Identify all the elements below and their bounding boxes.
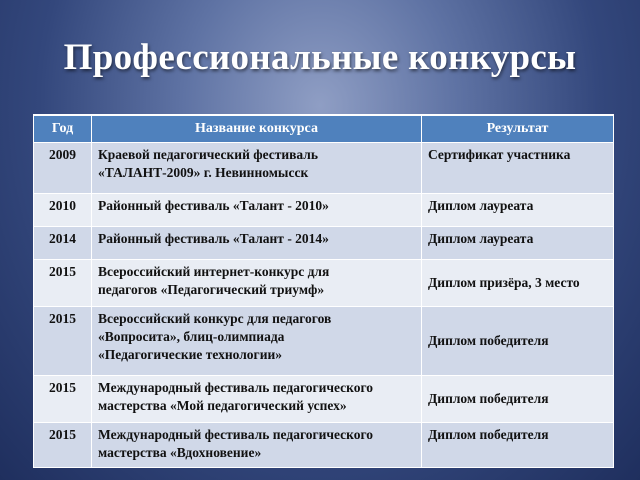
cell-contest-name (92, 143, 422, 194)
cell-year: 2010 (34, 194, 92, 227)
cell-year: 2014 (34, 227, 92, 260)
table-row (34, 423, 614, 468)
contest-name-line: Краевой педагогический фестиваль (98, 147, 319, 162)
header-contest-name: Название конкурса (92, 115, 422, 143)
contest-name-line: педагогов «Педагогический триумф» (98, 282, 325, 297)
cell-contest-name (92, 227, 422, 260)
contest-name-line: мастерства «Вдохновение» (98, 445, 262, 460)
cell-result: Диплом победителя (422, 376, 614, 423)
table-row (34, 194, 614, 227)
contest-name-line: Международный фестиваль педагогического (98, 427, 374, 442)
cell-year: 2015 (34, 376, 92, 423)
contest-name-line: «Вопросита», блиц-олимпиада (98, 329, 285, 344)
cell-contest-name (92, 260, 422, 307)
cell-contest-name (92, 376, 422, 423)
contest-name-line: Всероссийский интернет-конкурс для (98, 264, 330, 279)
table-header (34, 115, 614, 143)
table-body (34, 143, 614, 468)
cell-result: Диплом победителя (422, 423, 614, 468)
cell-result: Сертификат участника (422, 143, 614, 194)
cell-year: 2015 (34, 307, 92, 376)
table-row (34, 307, 614, 376)
contest-name-line: «Педагогические технологии» (98, 347, 282, 362)
contest-name-line: Районный фестиваль «Талант - 2014» (98, 231, 329, 246)
cell-result: Диплом победителя (422, 307, 614, 376)
contest-name-line: «ТАЛАНТ-2009» г. Невинномысск (98, 165, 309, 180)
table-row (34, 143, 614, 194)
contests-table (33, 114, 614, 468)
cell-result: Диплом призёра, 3 место (422, 260, 614, 307)
cell-contest-name (92, 307, 422, 376)
contest-name-line: Международный фестиваль педагогического (98, 380, 374, 395)
cell-result: Диплом лауреата (422, 194, 614, 227)
contest-name-line: Всероссийский конкурс для педагогов (98, 311, 332, 326)
cell-contest-name (92, 423, 422, 468)
header-year: Год (34, 115, 92, 143)
contest-name-line: Районный фестиваль «Талант - 2010» (98, 198, 329, 213)
cell-year: 2009 (34, 143, 92, 194)
cell-contest-name (92, 194, 422, 227)
cell-year: 2015 (34, 423, 92, 468)
table-row (34, 227, 614, 260)
contest-name-line: мастерства «Мой педагогический успех» (98, 398, 347, 413)
cell-result: Диплом лауреата (422, 227, 614, 260)
table-row (34, 260, 614, 307)
header-result: Результат (422, 115, 614, 143)
table-row (34, 376, 614, 423)
cell-year: 2015 (34, 260, 92, 307)
slide-title: Профессиональные конкурсы (63, 37, 577, 78)
header-row (34, 115, 614, 143)
